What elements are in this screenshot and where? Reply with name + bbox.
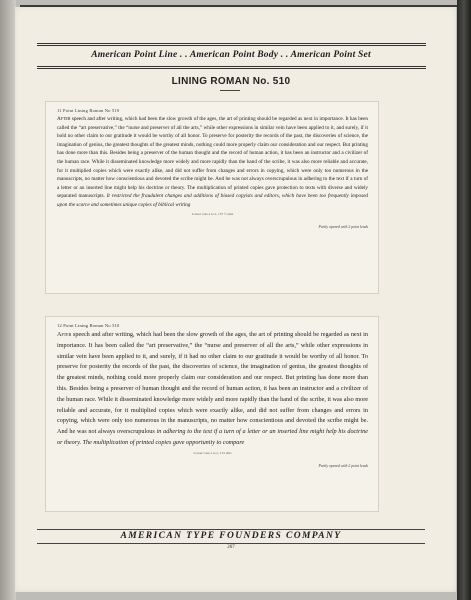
specimen-label: 12 Point Lining Roman No 510 [57,323,120,328]
specimen-text [57,330,368,449]
header-rule-bottom [37,66,426,69]
page-number: 267 [227,545,235,550]
section-title: LINING ROMAN No. 510 [171,76,291,87]
specimen-label: 11 Point Lining Roman No 510 [57,108,120,113]
page-binding-shadow [0,0,16,600]
specimen-ems-note: Lower case a to z, 172 ems [193,450,232,455]
running-header: American Point Line . . American Point Body . . American Point Set [91,50,371,60]
footer-rule-bottom [37,543,425,544]
top-rule [20,5,457,7]
specimen-11pt [45,101,379,294]
specimen-body-text: speech and after writing, which had been the slow growth of the ages, the art of printing should be regarded as next in importance. It has been called the “art preservative,” the “nurse and preserver of all the arts,” while other expressions in similar vein have been applied to it, and surely, if it hold no other claim to our gratitude it would be worthy of all honor. To preserve for posterity the records of the past, the discoveries of science, the imagination of genius, the greatest thoughts of the greatest minds, nothing could more properly claim our consideration and our respect. But printing has done more than this. Besides being a preserver of the human thought and the record of human action, it has been an instructor and a civilizer of the human race. While it disseminated knowledge more widely and more rapidly than the hand of the scribe, it was also more reliable and accurate, for it multiplied copies which were exactly alike, and did not suffer from changes and errors in copying, which were only too numerous in the manuscripts, no matter how conscientious and devoted the scribe might be. And he was not always overscrupulous in adhering to the text if a turn of a letter or an inserted line might help his doctrine or theory. The multiplication of printed copies gave protection to texts with diverse and widely separated manuscripts. [57,116,368,200]
specimen-lead-word: After [57,331,72,338]
specimen-text [57,115,368,210]
specimen-12pt [45,316,379,512]
title-ornament [220,90,240,91]
specimen-lead-word: After [57,116,71,122]
specimen-italic-text: in adhering to the text if a turn of a letter or an inserted line might help his doctrine or theory. The multiplication of printed copies gave opportunity to compare [57,428,368,446]
book-cover-edge [457,0,471,600]
footer-company-name: AMERICAN TYPE FOUNDERS COMPANY [120,531,342,541]
specimen-leading-note: Partly opened with 2 point leads [318,463,368,468]
specimen-body-text: speech and after writing, which had been the slow growth of the ages, the art of printing should be regarded as next in importance. It has been called the “art preservative,” the “nurse and preserver of all the arts,” while other expressions in similar vein have been applied to it, and surely, if it had no other claim to our gratitude it would be worthy of all honor. To preserve for posterity the records of the past, the discoveries of science, the imagination of genius, the greatest thoughts of the greatest minds, nothing could more properly claim our consideration and our respect. But printing has done more than this. Besides being a preserver of human thought and the record of human action, it has been an instructor and a civilizer of the human race. While it disseminated knowledge more widely and more rapidly than the hand of the scribe, it was also more reliable and accurate, for it multiplied copies which were exactly alike, and did not suffer from changes and errors in copying, which were only too numerous in the manuscripts, no matter how conscientious and devoted the scribe might be. And he was not always overscrupulous [57,331,368,436]
specimen-leading-note: Partly opened with 2 point leads [318,224,368,229]
footer-rule-top [37,529,425,530]
specimen-italic-text: It restricted the fraudulent changes and additions of biased copyists and editors, which have been too frequently imposed upon the scarce and sometimes unique copies of biblical writing [57,193,368,208]
specimen-ems-note: Lower case a to z, 157 ½ ems [191,211,234,216]
